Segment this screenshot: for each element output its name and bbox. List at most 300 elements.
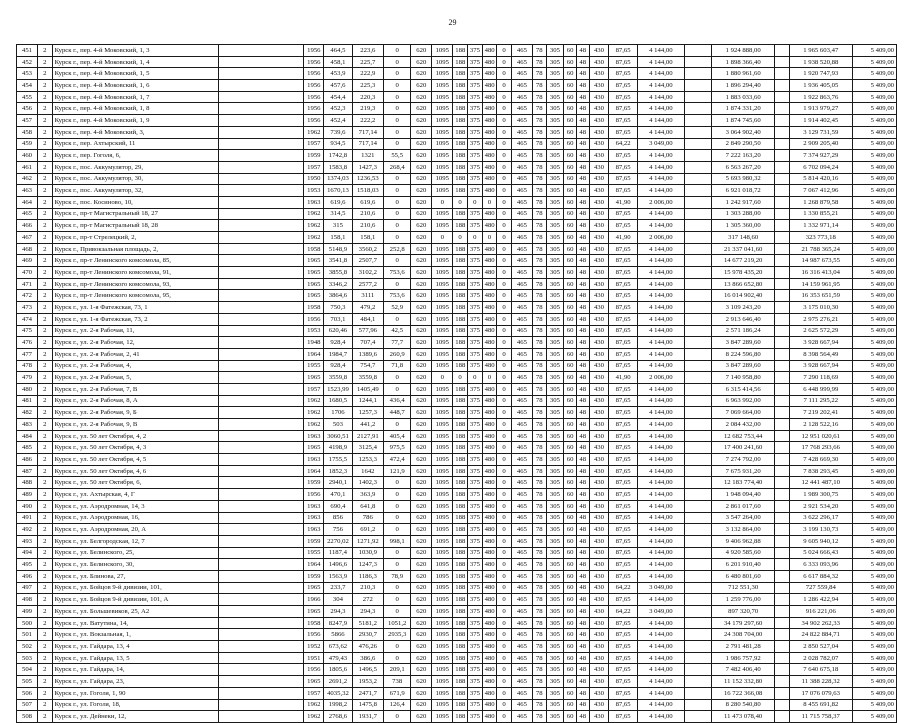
cell-c22: 4 144,00 [637, 699, 684, 711]
cell-c4 [219, 313, 304, 325]
cell-c17: 305 [546, 150, 564, 162]
cell-c16: 78 [532, 302, 546, 314]
cell-c9: 620 [411, 570, 432, 582]
cell-c17: 305 [546, 559, 564, 571]
cell-c24: 9 406 962,88 [712, 535, 775, 547]
cell-c11: 188 [453, 150, 468, 162]
cell-c10: 1095 [432, 711, 453, 723]
cell-c25 [775, 641, 790, 653]
cell-c20: 430 [589, 419, 609, 431]
cell-c5: 1956 [304, 56, 324, 68]
cell-c12: 375 [467, 80, 482, 92]
cell-c22: 4 144,00 [637, 594, 684, 606]
cell-c23 [684, 290, 711, 302]
cell-c15: 465 [511, 524, 532, 536]
cell-c15: 465 [511, 372, 532, 384]
cell-c10: 1095 [432, 115, 453, 127]
cell-c24: 3 109 243,20 [712, 302, 775, 314]
cell-addr: Курск г., ул. 2-я Рабочая, 11, [52, 325, 219, 337]
cell-c14: 0 [497, 313, 512, 325]
cell-c19: 48 [576, 512, 589, 524]
cell-c17: 305 [546, 313, 564, 325]
cell-num: 476 [17, 337, 38, 349]
cell-c13: 480 [482, 80, 497, 92]
cell-c16: 78 [532, 465, 546, 477]
cell-c4 [219, 232, 304, 244]
cell-num: 451 [17, 45, 38, 57]
cell-c7: 220,3 [352, 91, 383, 103]
cell-num: 461 [17, 161, 38, 173]
cell-c6: 690,4 [324, 500, 352, 512]
cell-c17: 305 [546, 711, 564, 723]
cell-c13: 480 [482, 45, 497, 57]
cell-c5: 1956 [304, 115, 324, 127]
cell-c4 [219, 45, 304, 57]
cell-c14: 0 [497, 465, 512, 477]
table-row [17, 687, 897, 699]
cell-c18: 60 [564, 699, 577, 711]
cell-c4 [219, 442, 304, 454]
cell-c7: 2127,91 [352, 430, 383, 442]
cell-c15: 465 [511, 232, 532, 244]
table-row [17, 419, 897, 431]
cell-c7: 717,14 [352, 126, 383, 138]
cell-c11: 188 [453, 652, 468, 664]
cell-c8: 0 [384, 45, 411, 57]
cell-c4 [219, 290, 304, 302]
cell-c9: 620 [411, 278, 432, 290]
cell-c9: 620 [411, 115, 432, 127]
cell-c17: 305 [546, 185, 564, 197]
cell-c5: 1955 [304, 547, 324, 559]
cell-c24: 1 924 888,00 [712, 45, 775, 57]
cell-c8: 78,9 [384, 570, 411, 582]
cell-c5: 1964 [304, 348, 324, 360]
cell-cat: 2 [37, 535, 52, 547]
cell-c11: 188 [453, 395, 468, 407]
cell-c13: 480 [482, 711, 497, 723]
cell-c6: 1742,8 [324, 150, 352, 162]
cell-c17: 305 [546, 372, 564, 384]
cell-c27: 5 409,00 [852, 278, 896, 290]
cell-c14: 0 [497, 68, 512, 80]
cell-c19: 48 [576, 652, 589, 664]
cell-c12: 375 [467, 278, 482, 290]
cell-c22: 4 144,00 [637, 56, 684, 68]
table-row [17, 407, 897, 419]
cell-addr: Курск г., Привокзальная площадь, 2, [52, 243, 219, 255]
cell-c5: 1965 [304, 442, 324, 454]
cell-c19: 48 [576, 535, 589, 547]
cell-c7: 1257,3 [352, 407, 383, 419]
cell-c13: 480 [482, 383, 497, 395]
cell-addr: Курск г., ул. 2-я Рабочая, 7, В [52, 383, 219, 395]
cell-c9: 620 [411, 196, 432, 208]
cell-c18: 60 [564, 126, 577, 138]
cell-c14: 0 [497, 454, 512, 466]
cell-c17: 305 [546, 243, 564, 255]
cell-c12: 375 [467, 465, 482, 477]
cell-c12: 375 [467, 360, 482, 372]
table-row [17, 185, 897, 197]
cell-c13: 480 [482, 664, 497, 676]
cell-c20: 430 [589, 115, 609, 127]
cell-c21: 87,65 [609, 302, 637, 314]
cell-c8: 0 [384, 594, 411, 606]
cell-num: 467 [17, 232, 38, 244]
cell-c12: 375 [467, 582, 482, 594]
cell-c19: 48 [576, 547, 589, 559]
cell-c4 [219, 372, 304, 384]
cell-c26: 11 388 228,32 [789, 676, 852, 688]
cell-c23 [684, 617, 711, 629]
cell-c22: 4 144,00 [637, 337, 684, 349]
cell-num: 504 [17, 664, 38, 676]
cell-c7: 1236,53 [352, 173, 383, 185]
cell-c9: 620 [411, 699, 432, 711]
cell-c12: 375 [467, 535, 482, 547]
cell-c10: 1095 [432, 173, 453, 185]
cell-c5: 1956 [304, 45, 324, 57]
cell-c13: 480 [482, 489, 497, 501]
cell-c6: 1805,6 [324, 664, 352, 676]
cell-c17: 305 [546, 652, 564, 664]
cell-c16: 78 [532, 161, 546, 173]
cell-c12: 375 [467, 267, 482, 279]
cell-c14: 0 [497, 161, 512, 173]
cell-c7: 5181,2 [352, 617, 383, 629]
table-row [17, 465, 897, 477]
cell-c17: 305 [546, 45, 564, 57]
cell-c16: 78 [532, 547, 546, 559]
cell-addr: Курск г., ул. Гайдара, 14, [52, 664, 219, 676]
cell-c16: 78 [532, 430, 546, 442]
cell-c4 [219, 267, 304, 279]
cell-c7: 210,6 [352, 208, 383, 220]
cell-c8: 738 [384, 676, 411, 688]
cell-c7: 1030,9 [352, 547, 383, 559]
cell-c16: 78 [532, 80, 546, 92]
table-row [17, 138, 897, 150]
cell-c25 [775, 243, 790, 255]
cell-c7: 3559,8 [352, 372, 383, 384]
cell-c18: 60 [564, 196, 577, 208]
cell-c12: 375 [467, 103, 482, 115]
cell-c8: 0 [384, 56, 411, 68]
cell-c26: 7 428 669,30 [789, 454, 852, 466]
cell-c26: 14 987 673,55 [789, 255, 852, 267]
cell-c9: 620 [411, 489, 432, 501]
cell-c7: 1953,2 [352, 676, 383, 688]
cell-c25 [775, 372, 790, 384]
cell-c10: 1095 [432, 45, 453, 57]
cell-c6: 3541,8 [324, 255, 352, 267]
cell-c24: 712 551,30 [712, 582, 775, 594]
cell-cat: 2 [37, 383, 52, 395]
cell-c19: 48 [576, 80, 589, 92]
cell-c14: 0 [497, 360, 512, 372]
cell-c12: 375 [467, 302, 482, 314]
cell-c7: 223,6 [352, 45, 383, 57]
cell-c22: 4 144,00 [637, 313, 684, 325]
cell-c16: 78 [532, 232, 546, 244]
cell-c23 [684, 232, 711, 244]
table-row [17, 676, 897, 688]
cell-c16: 78 [532, 56, 546, 68]
cell-c12: 375 [467, 220, 482, 232]
table-row [17, 302, 897, 314]
cell-c14: 0 [497, 173, 512, 185]
cell-c5: 1956 [304, 91, 324, 103]
cell-c11: 188 [453, 687, 468, 699]
cell-c16: 78 [532, 126, 546, 138]
cell-c24: 8 224 596,80 [712, 348, 775, 360]
cell-c23 [684, 395, 711, 407]
cell-c15: 465 [511, 45, 532, 57]
cell-addr: Курск г., ул. 1-я Фатежская, 73, 2 [52, 313, 219, 325]
cell-c7: 619,6 [352, 196, 383, 208]
cell-c15: 465 [511, 267, 532, 279]
cell-c4 [219, 138, 304, 150]
cell-c27: 5 409,00 [852, 535, 896, 547]
cell-addr: Курск г., ул. 2-я Рабочая, 2, 41 [52, 348, 219, 360]
cell-c25 [775, 126, 790, 138]
cell-c24: 1 874 331,20 [712, 103, 775, 115]
cell-c11: 188 [453, 617, 468, 629]
cell-c18: 60 [564, 302, 577, 314]
cell-c5: 1951 [304, 652, 324, 664]
cell-c19: 48 [576, 372, 589, 384]
cell-num: 487 [17, 465, 38, 477]
cell-c7: 225,3 [352, 80, 383, 92]
cell-cat: 2 [37, 407, 52, 419]
cell-c12: 375 [467, 395, 482, 407]
cell-c22: 4 144,00 [637, 535, 684, 547]
cell-c23 [684, 208, 711, 220]
cell-c27: 5 409,00 [852, 185, 896, 197]
table-row [17, 559, 897, 571]
cell-c26: 16 353 651,59 [789, 290, 852, 302]
cell-c19: 48 [576, 325, 589, 337]
cell-c24: 7 140 958,80 [712, 372, 775, 384]
cell-c15: 465 [511, 138, 532, 150]
cell-c9: 620 [411, 395, 432, 407]
cell-c19: 48 [576, 489, 589, 501]
cell-c24: 6 963 992,00 [712, 395, 775, 407]
cell-c18: 60 [564, 395, 577, 407]
cell-c7: 386,6 [352, 652, 383, 664]
cell-c14: 0 [497, 196, 512, 208]
cell-c25 [775, 395, 790, 407]
cell-c24: 1 896 294,40 [712, 80, 775, 92]
cell-c27: 5 409,00 [852, 267, 896, 279]
cell-num: 466 [17, 220, 38, 232]
cell-c25 [775, 267, 790, 279]
cell-c8: 0 [384, 80, 411, 92]
cell-c24: 2 571 186,24 [712, 325, 775, 337]
cell-c5: 1965 [304, 278, 324, 290]
cell-c16: 78 [532, 138, 546, 150]
cell-c15: 465 [511, 419, 532, 431]
cell-c22: 4 144,00 [637, 220, 684, 232]
cell-c13: 480 [482, 395, 497, 407]
cell-c17: 305 [546, 699, 564, 711]
cell-c17: 305 [546, 325, 564, 337]
cell-c15: 465 [511, 56, 532, 68]
cell-c17: 305 [546, 80, 564, 92]
cell-c25 [775, 56, 790, 68]
cell-c4 [219, 208, 304, 220]
cell-c15: 465 [511, 500, 532, 512]
cell-c18: 60 [564, 56, 577, 68]
cell-num: 502 [17, 641, 38, 653]
cell-c16: 78 [532, 173, 546, 185]
cell-cat: 2 [37, 173, 52, 185]
cell-c13: 480 [482, 68, 497, 80]
cell-cat: 2 [37, 161, 52, 173]
cell-c10: 1095 [432, 559, 453, 571]
cell-c17: 305 [546, 196, 564, 208]
cell-c10: 1095 [432, 150, 453, 162]
table-row [17, 150, 897, 162]
cell-num: 492 [17, 524, 38, 536]
cell-num: 491 [17, 512, 38, 524]
cell-c15: 465 [511, 454, 532, 466]
cell-c5: 1950 [304, 173, 324, 185]
cell-c20: 430 [589, 512, 609, 524]
cell-c9: 620 [411, 512, 432, 524]
cell-c15: 465 [511, 559, 532, 571]
cell-c14: 0 [497, 220, 512, 232]
cell-c9: 620 [411, 91, 432, 103]
cell-c20: 430 [589, 582, 609, 594]
cell-c26: 17 768 293,66 [789, 442, 852, 454]
cell-c4 [219, 68, 304, 80]
cell-addr: Курск г., ул. Аэродромная, 14, 3 [52, 500, 219, 512]
cell-c18: 60 [564, 115, 577, 127]
cell-c19: 48 [576, 570, 589, 582]
cell-c14: 0 [497, 559, 512, 571]
cell-c10: 1095 [432, 524, 453, 536]
cell-c7: 219,3 [352, 103, 383, 115]
cell-c16: 78 [532, 91, 546, 103]
cell-c22: 4 144,00 [637, 150, 684, 162]
cell-cat: 2 [37, 570, 52, 582]
cell-addr: Курск г., ул. Ватутина, 14, [52, 617, 219, 629]
cell-c5: 1962 [304, 220, 324, 232]
cell-c27: 5 409,00 [852, 115, 896, 127]
cell-c5: 1965 [304, 290, 324, 302]
cell-c12: 375 [467, 699, 482, 711]
cell-c20: 430 [589, 278, 609, 290]
cell-c19: 48 [576, 711, 589, 723]
cell-num: 469 [17, 255, 38, 267]
cell-c9: 620 [411, 372, 432, 384]
cell-c14: 0 [497, 442, 512, 454]
cell-c24: 12 183 774,40 [712, 477, 775, 489]
cell-c9: 620 [411, 337, 432, 349]
cell-c22: 4 144,00 [637, 360, 684, 372]
cell-addr: Курск г., ул. Белинского, 25, [52, 547, 219, 559]
cell-c25 [775, 465, 790, 477]
cell-addr: Курск г., ул. 2-я Рабочая, 9, В [52, 419, 219, 431]
cell-c9: 620 [411, 407, 432, 419]
table-row [17, 711, 897, 723]
cell-c4 [219, 559, 304, 571]
cell-c25 [775, 115, 790, 127]
cell-c16: 78 [532, 45, 546, 57]
cell-c14: 0 [497, 325, 512, 337]
cell-c22: 4 144,00 [637, 676, 684, 688]
cell-c17: 305 [546, 383, 564, 395]
cell-c16: 78 [532, 267, 546, 279]
cell-c4 [219, 383, 304, 395]
cell-c11: 188 [453, 173, 468, 185]
cell-c23 [684, 465, 711, 477]
cell-c9: 620 [411, 313, 432, 325]
cell-c19: 48 [576, 150, 589, 162]
cell-c25 [775, 290, 790, 302]
cell-c21: 87,65 [609, 500, 637, 512]
cell-c16: 78 [532, 150, 546, 162]
cell-addr: Курск г., ул. 50 лет Октября, 4, 6 [52, 465, 219, 477]
cell-c11: 188 [453, 606, 468, 618]
cell-c8: 2935,3 [384, 629, 411, 641]
cell-c14: 0 [497, 337, 512, 349]
cell-num: 472 [17, 290, 38, 302]
cell-c24: 1 259 776,00 [712, 594, 775, 606]
cell-c21: 41,90 [609, 372, 637, 384]
cell-c6: 1583,8 [324, 161, 352, 173]
cell-c18: 60 [564, 325, 577, 337]
cell-c20: 430 [589, 407, 609, 419]
cell-c16: 78 [532, 570, 546, 582]
cell-c17: 305 [546, 290, 564, 302]
cell-c8: 55,5 [384, 150, 411, 162]
cell-addr: Курск г., ул. Гоголя, 18, [52, 699, 219, 711]
cell-c5: 1963 [304, 512, 324, 524]
cell-c16: 78 [532, 348, 546, 360]
cell-c27: 5 409,00 [852, 56, 896, 68]
table-row [17, 161, 897, 173]
cell-num: 454 [17, 80, 38, 92]
cell-c26: 8 398 564,49 [789, 348, 852, 360]
cell-c8: 0 [384, 196, 411, 208]
cell-c27: 5 409,00 [852, 407, 896, 419]
cell-addr: Курск г., ул. Гайдара, 23, [52, 676, 219, 688]
cell-c4 [219, 243, 304, 255]
cell-c4 [219, 407, 304, 419]
cell-c6: 1374,03 [324, 173, 352, 185]
cell-c15: 465 [511, 337, 532, 349]
cell-cat: 2 [37, 138, 52, 150]
cell-c9: 620 [411, 68, 432, 80]
cell-addr: Курск г., ул. 2-я Рабочая, 9, Б [52, 407, 219, 419]
cell-c25 [775, 559, 790, 571]
cell-c6: 1680,5 [324, 395, 352, 407]
cell-c4 [219, 524, 304, 536]
cell-c22: 4 144,00 [637, 68, 684, 80]
cell-c21: 87,65 [609, 676, 637, 688]
cell-c14: 0 [497, 91, 512, 103]
cell-c20: 430 [589, 559, 609, 571]
cell-c9: 620 [411, 208, 432, 220]
cell-addr: Курск г., пр-т Ленинского комсомола, 85, [52, 255, 219, 267]
cell-c8: 0 [384, 126, 411, 138]
cell-cat: 2 [37, 442, 52, 454]
cell-c13: 480 [482, 126, 497, 138]
cell-c22: 4 144,00 [637, 442, 684, 454]
